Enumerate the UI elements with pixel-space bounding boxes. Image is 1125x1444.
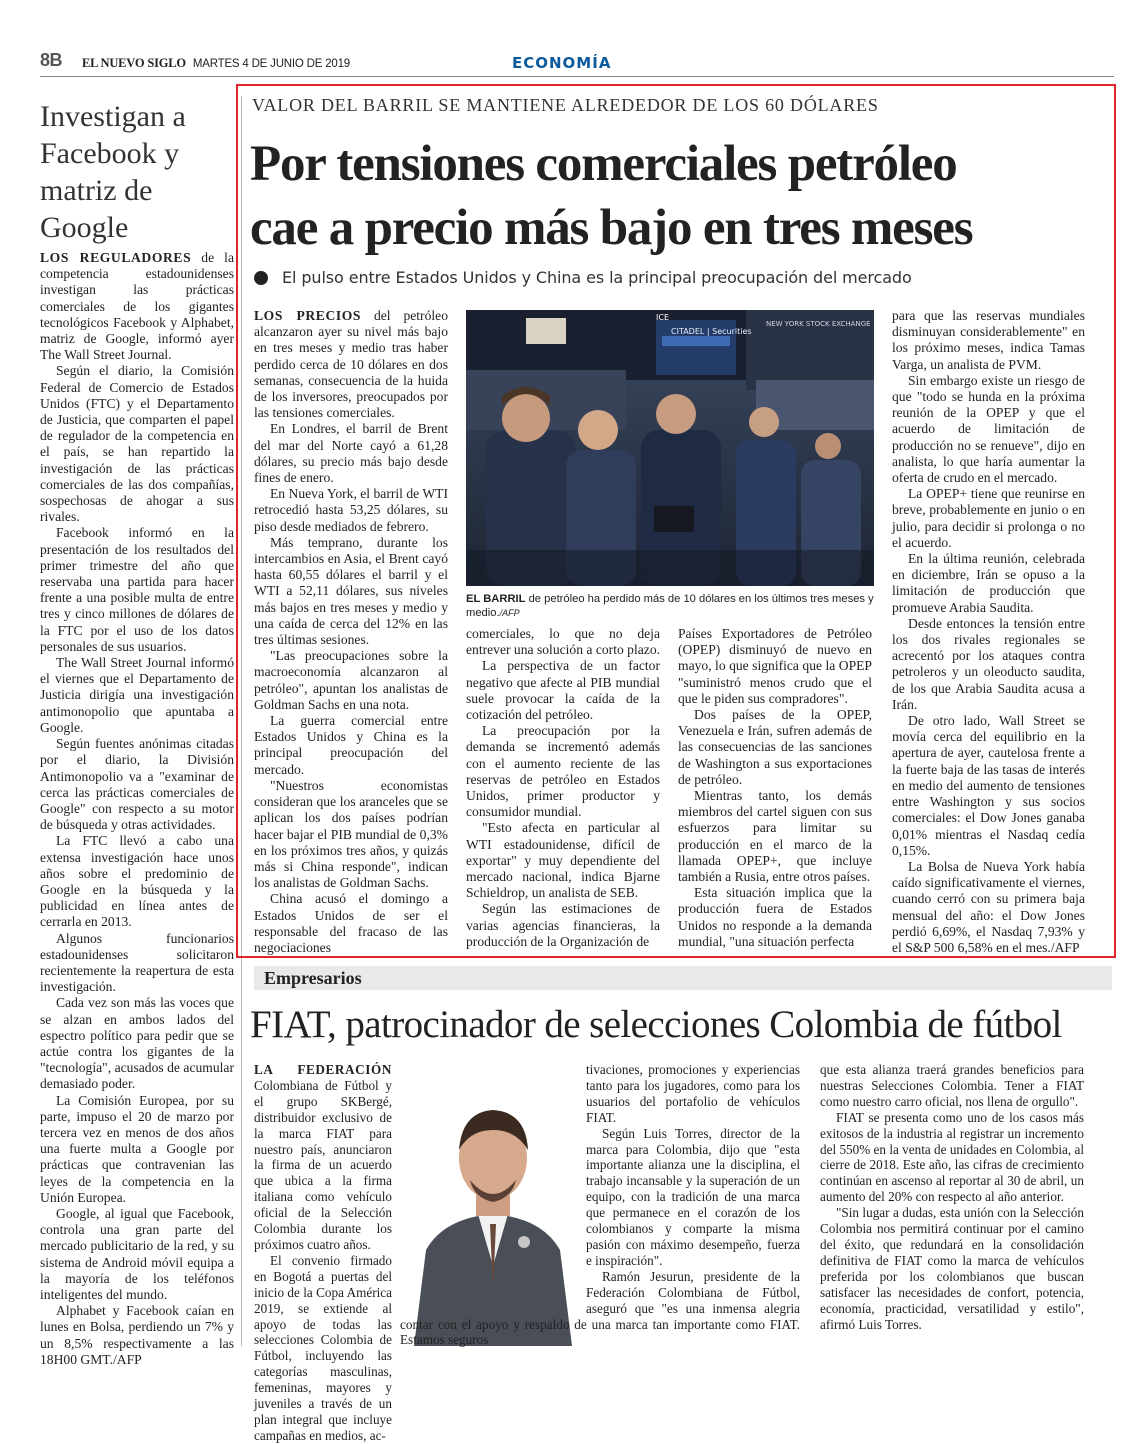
paragraph: "Nuestros economistas consideran que los aranceles que se aplican los dos países podrían hacer bajar el PIB mundial de 0,3% en los próximos tres años, y quizás más si China responde", indican los analistas de Goldman Sachs. <box>254 777 448 891</box>
paragraph: Esta situación implica que la producción fuera de Estados Unidos no responde a la demanda mundial, "una situación perfecta <box>678 885 872 949</box>
paragraph: La guerra comercial entre Estados Unidos y China es la principal preocupación del mercado. <box>254 713 448 777</box>
paragraph: Alphabet y Facebook caían en lunes en Bolsa, perdiendo un 7% y un 8,5% respectivamente a las 18H00 GMT./AFP <box>40 1303 234 1367</box>
paragraph: En la última reunión, celebrada en diciembre, Irán se opuso a la limitación de producción que promueve Arabia Saudita. <box>892 551 1085 615</box>
issue-date: MARTES 4 DE JUNIO DE 2019 <box>192 58 350 70</box>
paragraph: que esta alianza traerá grandes beneficios para nuestras Selecciones Colombia. Tener a FIAT como nuestro carro oficial, nos llena de orgullo". <box>820 1062 1084 1109</box>
paragraph: LA FEDERACIÓN Colombiana de Fútbol y el grupo SKBergé, distribuidor exclusivo de la marca FIAT para nuestro país, anunciaron la firma de un acuerdo que ubica a la firma italiana como vehículo oficial de la Selección Colombia durante los próximos cuatro años. <box>254 1062 392 1252</box>
paragraph: En Nueva York, el barril de WTI retrocedió hasta 53,25 dólares, su piso desde mediados de febrero. <box>254 486 448 534</box>
paragraph: En Londres, el barril de Brent del mar del Norte cayó a 61,28 dólares, su precio más bajo desde fines de enero. <box>254 421 448 486</box>
main-story-column-3 <box>678 626 872 951</box>
caption-lead: EL BARRIL <box>466 593 526 605</box>
paragraph: tivaciones, promociones y experiencias tanto para los jugadores, como para los usuarios del portafolio de vehículos FIAT. <box>586 1062 800 1125</box>
paragraph: Según fuentes anónimas citadas por el diario, la División Antimonopolio va a "examinar de cerca las prácticas comerciales de Google" con respecto a su motor de búsqueda y otras actividades. <box>40 736 234 833</box>
paragraph: Según el diario, la Comisión Federal de Comercio de Estados Unidos (FTC) y el Departamento de Justicia, que comparten el papel de regulador de la competencia en el país, se han repartido la investigación de las prácticas comerciales de las dos compañías, sospechosas de ahogar a sus rivales. <box>40 363 234 525</box>
paragraph: Google, al igual que Facebook, controla una gran parte del mercado publicitario de la red, y su sistema de Android móvil equipa a la mayoría de los teléfonos inteligentes del mundo. <box>40 1205 234 1302</box>
second-story-column-3 <box>820 1062 1084 1362</box>
main-story-column-4 <box>892 308 1085 953</box>
main-story-column-1 <box>254 308 448 953</box>
main-headline <box>250 132 1110 260</box>
newspaper-name: EL NUEVO SIGLO <box>82 56 186 70</box>
paragraph: Países Exportadores de Petróleo (OPEP) disminuyó de nuevo en mayo, lo que significa que la OPEP "suministró menos crudo que el que le piden sus compradores". <box>678 626 872 706</box>
photo-illustration <box>466 310 874 586</box>
paragraph: Mientras tanto, los demás miembros del cartel siguen con sus esfuerzos para limitar su producción en el marco de la llamada OPEP+, que incluye también a Rusia, entre otros países. <box>678 788 872 885</box>
paragraph: La preocupación por la demanda se incrementó además con el aumento reciente de las reservas de petróleo en Estados Unidos, primer productor y consumidor mundial. <box>466 723 660 820</box>
masthead <box>82 56 350 71</box>
left-story-headline: Investigan a Facebook y matriz de Google <box>40 100 186 244</box>
left-story-body <box>40 250 234 1367</box>
bullet-icon <box>254 271 268 285</box>
photo-sign-citadel: CITADEL | Securities <box>671 327 752 336</box>
paragraph: "Sin lugar a dudas, esta unión con la Selección Colombia nos permitirá continuar por el camino del éxito, que redundará en la consolidación definitiva de FIAT como la marca de vehículos preferida por los colombianos que buscan satisfacer las necesidades de confort, potencia, economía, practicidad, versatilidad y estilo", afirmó Luis Torres. <box>820 1205 1084 1332</box>
second-story-headline: FIAT, patrocinador de selecciones Colombia de fútbol <box>250 1003 1062 1046</box>
section-title: ECONOMÍA <box>512 54 612 72</box>
photo-caption: EL BARRIL de petróleo ha perdido más de 10 dólares en los últimos tres meses y medio./AFP <box>466 593 874 619</box>
paragraph: The Wall Street Journal informó el viernes que el Departamento de Justicia dirigía una investigación antimonopolio que apuntaba a Google. <box>40 655 234 735</box>
headline-line-2: cae a precio más bajo en tres meses <box>250 200 973 256</box>
main-story-column-2 <box>466 626 660 951</box>
paragraph: De otro lado, Wall Street se movía cerca del equilibrio en la apertura de ayer, cautelosa frente a la fuerte baja de las tasas de interés en medio del aumento de tensiones entre Washington y sus socios comerciales: el Dow Jones ganaba 0,01% mientras el Nasdaq cedía 0,15%. <box>892 713 1085 858</box>
paragraph: "Las preocupaciones sobre la macroeconomía alcanzaron al petróleo", apuntan los analistas de Goldman Sachs en una nota. <box>254 648 448 712</box>
header-rule <box>40 76 1114 77</box>
paragraph: Más temprano, durante los intercambios en Asia, el Brent cayó hasta 60,55 dólares el barril y el WTI a 52,11 dólares, sus niveles más bajos en tres meses y medio y una caída de cerca del 12% en las tres últimas sesiones. <box>254 534 448 648</box>
paragraph: La FTC llevó a cabo una extensa investigación hace unos años sobre el predominio de Google en la búsqueda y la publicidad en línea antes de cerrarla en 2013. <box>40 833 234 930</box>
paragraph: La Bolsa de Nueva York había caído significativamente el viernes, cuando cerró con su primera baja mensual del año: el Dow Jones perdió 6,69%, el Nasdaq 7,93% y el S&P 500 6,58% en el mes./AFP <box>892 858 1085 955</box>
paragraph: Según Luis Torres, director de la marca para Colombia, dijo que "esta importante alianza une la disciplina, el trabajo incansable y la superación de un equipo, con la tradición de una marca que permanece en el corazón de los colombianos y comparte la misma pasión con máximo desempeño, fuerza e inspiración". <box>586 1125 800 1268</box>
paragraph: China acusó el domingo a Estados Unidos de ser el responsable del fracaso de las negociaciones <box>254 891 448 955</box>
section-tab <box>254 966 1112 990</box>
photo-sign-nyse: NEW YORK STOCK EXCHANGE <box>766 320 871 328</box>
second-story-column-1 <box>254 1062 392 1443</box>
paragraph: FIAT se presenta como uno de los casos más exitosos de la industria al registrar un incremento del 550% en la venta de unidades en Colombia, al cierre de 2018. Este año, las cifras de crecimiento continúan en ascenso al reportar al 30 de abril, un aumento del 20% con respecto al año anterior. <box>820 1109 1084 1205</box>
lead-in: LA FEDERACIÓN <box>254 1062 392 1077</box>
paragraph: El convenio firmado en Bogotá a puertas del inicio de la Copa América 2019, se extiende al apoyo de todas las selecciones Colombia de Fútbol, incluyendo las categorías masculinas, femeninas, mayores y juveniles a través de un plan integral que incluye campañas en medios, ac- <box>254 1252 392 1443</box>
headline-line-1: Por tensiones comerciales petróleo <box>250 136 957 192</box>
paragraph: Según las estimaciones de varias agencias financieras, la producción de la Organización de <box>466 901 660 949</box>
paragraph: LOS REGULADORES de la competencia estadounidenses investigan las prácticas comerciales de los gigantes tecnológicos Facebook y Alphabet, matriz de Google, informó ayer The Wall Street Journal. <box>40 250 234 363</box>
photo-credit: /AFP <box>499 608 520 618</box>
deck: El pulso entre Estados Unidos y China es la principal preocupación del mercado <box>282 268 912 287</box>
kicker: VALOR DEL BARRIL SE MANTIENE ALREDEDOR DE LOS 60 DÓLARES <box>252 95 879 115</box>
paragraph: para que las reservas mundiales disminuyan considerablemente" en los próximo meses, indica Tamas Varga, un analista de PVM. <box>892 308 1085 372</box>
section-tab-label: Empresarios <box>264 968 362 988</box>
trading-floor-photo <box>466 310 874 586</box>
page-number: 8B <box>40 50 63 70</box>
paragraph: Cada vez son más las voces que se alzan en ambos lados del espectro político para pedir que se actúe contra los gigantes de la "tecnología", acusados de acumular demasiado poder. <box>40 995 234 1092</box>
paragraph: Ramón Jesurun, presidente de la Federación Colombiana de Fútbol, aseguró que "es una inmensa alegria contar con el apoyo y respaldo de una marca tan importante como FIAT. Estamos seguros <box>400 1268 800 1348</box>
paragraph: Dos países de la OPEP, Venezuela e Irán, sufren además de las consecuencias de las sanciones de Washington a sus exportaciones de petróleo. <box>678 707 872 787</box>
paragraph: "Esto afecta en particular al WTI estadounidense, difícil de exportar" y muy dependiente del mercado nacional, indica Bjarne Schieldrop, un analista de SEB. <box>466 820 660 901</box>
paragraph: La OPEP+ tiene que reunirse en breve, probablemente en junio o en julio, para decidir si prolonga o no el acuerdo. <box>892 486 1085 550</box>
paragraph: comerciales, lo que no deja entrever una solución a corto plazo. <box>466 626 661 658</box>
paragraph: Algunos funcionarios estadounidenses solicitaron recientemente la reapertura de esta investigación. <box>40 930 234 995</box>
second-story-column-2 <box>400 1062 800 1362</box>
photo-sign-ice: ICE <box>656 313 669 322</box>
paragraph: Facebook informó en la presentación de los resultados del primer trimestre del año que reservaba una partida para hacer frente a una posible multa de entre tres y cinco millones de dólares de la FTC por el uso de los datos personales de sus usuarios. <box>40 525 234 654</box>
paragraph: LOS PRECIOS del petróleo alcanzaron ayer su nivel más bajo en tres meses y medio tras haber perdido cerca de 10 dólares en dos semanas, consecuencia de la huida de los inversores, preocupados por las tensiones comerciales. <box>254 308 448 421</box>
paragraph: Desde entonces la tensión entre los dos rivales regionales se acrecentó por los ataques contra petroleros y un oleoducto saudita, de los que Arabia Saudita acusa a Irán. <box>892 615 1085 712</box>
lead-in: LOS REGULADORES <box>40 250 192 265</box>
lead-in: LOS PRECIOS <box>254 308 362 323</box>
paragraph: La perspectiva de un factor negativo que afecte al PIB mundial suele provocar la caída de la cotización del petróleo. <box>466 658 660 723</box>
paragraph: Sin embargo existe un riesgo de que "todo se hunda en la próxima reunión de la OPEP y que el acuerdo de limitación de producción no se renueve", dijo en analista, lo que haría aumentar la oferta de crudo en el mercado. <box>892 372 1085 486</box>
paragraph: La Comisión Europea, por su parte, impuso el 20 de marzo por tercera vez en menos de dos años una fuerte multa a Google por prácticas que contravenian las leyes de la competencia en la Unión Europea. <box>40 1092 234 1205</box>
